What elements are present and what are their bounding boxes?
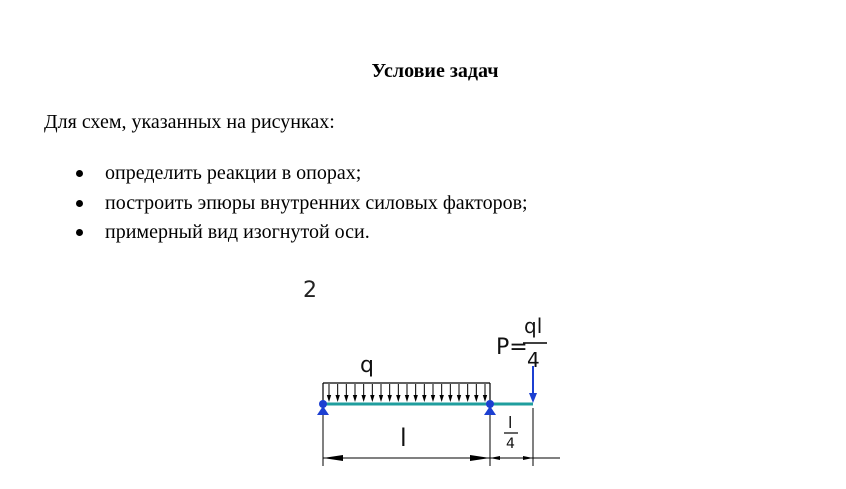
dimension-extension-lines <box>323 408 533 466</box>
load-arrow-head <box>379 395 383 402</box>
bullet-icon <box>76 200 83 207</box>
load-arrow-head <box>344 395 348 402</box>
list-item <box>0 189 528 219</box>
overhang-numerator: l <box>508 413 513 432</box>
right-support-icon <box>484 400 496 415</box>
load-arrow-head <box>361 395 365 402</box>
load-arrow-head <box>387 395 391 402</box>
span-dimension <box>323 455 560 461</box>
force-prefix: P= <box>496 335 528 360</box>
scheme-number: 2 <box>303 278 317 303</box>
load-arrow-head <box>439 395 443 402</box>
load-arrow-head <box>448 395 452 402</box>
force-numerator: ql <box>524 314 543 338</box>
intro-text: Для схем, указанных на рисунках: <box>44 111 335 133</box>
load-arrow-head <box>353 395 357 402</box>
load-arrow-head <box>483 395 487 402</box>
page-title: Условие задач <box>371 60 499 82</box>
left-support-icon <box>317 400 329 415</box>
load-arrow-head <box>413 395 417 402</box>
list-item <box>0 218 528 248</box>
load-arrow-head <box>457 395 461 402</box>
load-arrow-head <box>422 395 426 402</box>
overhang-denominator: 4 <box>506 436 515 452</box>
list-item <box>0 159 528 189</box>
load-arrow-head <box>465 395 469 402</box>
span-label: l <box>400 424 407 452</box>
load-label: q <box>360 353 374 378</box>
force-denominator: 4 <box>527 348 540 372</box>
load-arrow-head <box>474 395 478 402</box>
load-arrow-head <box>431 395 435 402</box>
load-arrow-head <box>405 395 409 402</box>
load-arrow-head <box>327 395 331 402</box>
task-list <box>0 159 528 248</box>
load-arrow-head <box>335 395 339 402</box>
load-arrows <box>327 384 487 402</box>
task-text: примерный вид изогнутой оси. <box>105 221 370 243</box>
load-arrow-head <box>370 395 374 402</box>
bullet-icon <box>76 170 83 177</box>
task-text: определить реакции в опорах; <box>105 162 362 184</box>
bullet-icon <box>76 229 83 236</box>
beam-diagram <box>290 268 580 473</box>
load-arrow-head <box>396 395 400 402</box>
task-text: построить эпюры внутренних силовых факторов; <box>105 191 528 214</box>
